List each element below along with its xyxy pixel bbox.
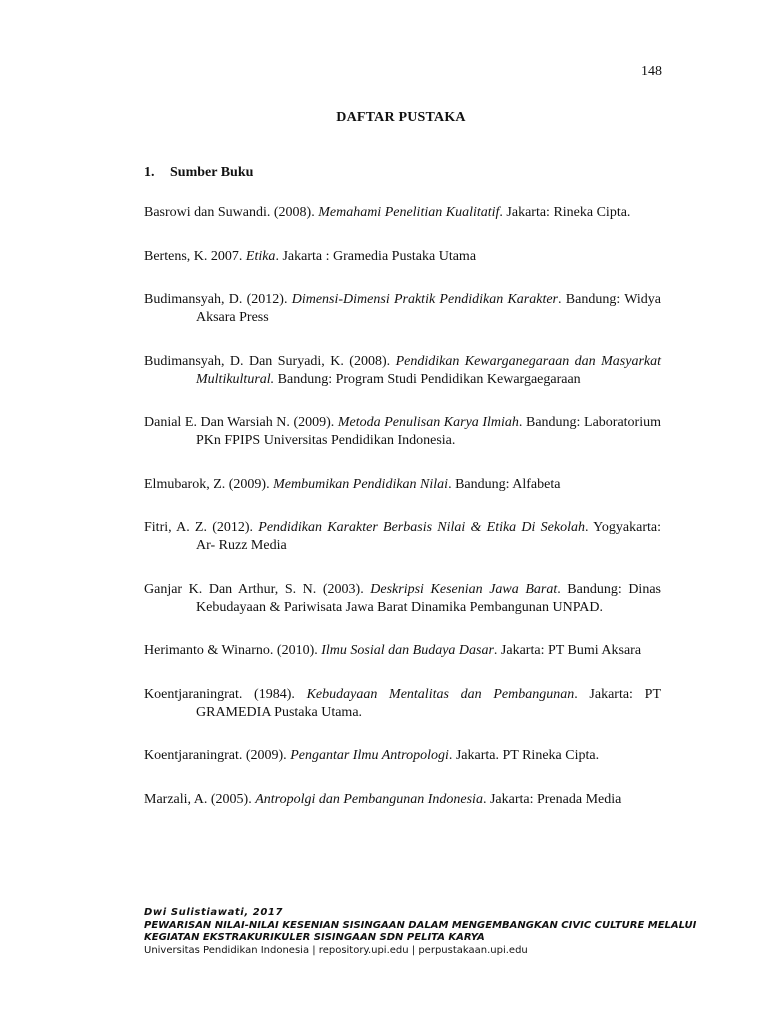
reference-book-title: Deskripsi Kesenian Jawa Barat bbox=[370, 581, 558, 597]
section-title: Sumber Buku bbox=[170, 165, 254, 180]
reference-book-title: Memahami Penelitian Kualitatif bbox=[318, 205, 500, 220]
reference-publisher: . Jakarta: Rineka Cipta. bbox=[499, 205, 631, 220]
reference-author-year: Basrowi dan Suwandi. (2008). bbox=[144, 205, 319, 220]
reference-item bbox=[144, 642, 661, 660]
reference-item bbox=[144, 248, 661, 266]
reference-book-title: Ilmu Sosial dan Budaya Dasar bbox=[321, 643, 494, 658]
reference-item bbox=[144, 581, 661, 617]
reference-author-year: Koentjaraningrat. (2009). bbox=[144, 748, 291, 763]
reference-book-title: Metoda Penulisan Karya Ilmiah bbox=[337, 415, 519, 430]
reference-publisher: . Jakarta. PT Rineka Cipta. bbox=[448, 748, 600, 763]
reference-item bbox=[144, 519, 661, 555]
reference-author-year: Fitri, A. Z. (2012). bbox=[144, 520, 259, 535]
reference-item bbox=[144, 747, 661, 765]
reference-publisher: . Jakarta: PT GRAMEDIA Pustaka Utama. bbox=[196, 686, 661, 720]
reference-publisher: . Bandung: Alfabeta bbox=[448, 476, 561, 492]
reference-author-year: Herimanto & Winarno. (2010). bbox=[144, 643, 322, 658]
reference-item bbox=[144, 414, 661, 450]
reference-book-title: Kebudayaan Mentalitas dan Pembangunan bbox=[306, 686, 575, 702]
reference-item bbox=[144, 476, 661, 494]
reference-author-year: Ganjar K. Dan Arthur, S. N. (2003). bbox=[144, 581, 371, 597]
reference-list bbox=[144, 204, 661, 834]
reference-author-year: Budimansyah, D. (2012). bbox=[144, 292, 292, 307]
reference-book-title: Pendidikan Kewarganegaraan dan Masyarkat Multikultural. bbox=[196, 353, 661, 387]
footer-author: Dwi Sulistiawati, 2017 bbox=[144, 907, 284, 918]
reference-item bbox=[144, 204, 661, 222]
reference-author-year: Budimansyah, D. Dan Suryadi, K. (2008). bbox=[144, 353, 396, 369]
section-number: 1. bbox=[144, 165, 155, 180]
reference-book-title: Antropolgi dan Pembangunan Indonesia bbox=[255, 791, 483, 807]
reference-publisher: . Yogyakarta: Ar- Ruzz Media bbox=[196, 520, 661, 553]
reference-publisher: . Bandung: Laboratorium PKn FPIPS Universitas Pendidikan Indonesia. bbox=[196, 415, 661, 448]
reference-book-title: Dimensi-Dimensi Praktik Pendidikan Karakter bbox=[291, 292, 559, 307]
section-heading bbox=[144, 165, 253, 181]
reference-publisher: . Bandung: Dinas Kebudayaan & Pariwisata Jawa Barat Dinamika Pembangunan UNPAD. bbox=[196, 581, 661, 615]
reference-publisher: . Jakarta: Prenada Media bbox=[482, 791, 622, 807]
reference-book-title: Pengantar Ilmu Antropologi bbox=[290, 748, 449, 763]
reference-author-year: Elmubarok, Z. (2009). bbox=[144, 476, 274, 492]
reference-publisher: . Bandung: Widya Aksara Press bbox=[196, 292, 661, 325]
reference-author-year: Marzali, A. (2005). bbox=[144, 791, 256, 807]
reference-publisher: Bandung: Program Studi Pendidikan Kewargaegaraan bbox=[274, 371, 581, 387]
reference-author-year: Danial E. Dan Warsiah N. (2009). bbox=[144, 415, 338, 430]
footer-title-line-1: PEWARISAN NILAI-NILAI KESENIAN SISINGAAN DALAM MENGEMBANGKAN CIVIC CULTURE MELALUI bbox=[144, 919, 697, 931]
page-title: DAFTAR PUSTAKA bbox=[336, 110, 466, 125]
reference-book-title: Pendidikan Karakter Berbasis Nilai & Etika Di Sekolah bbox=[258, 520, 585, 535]
page-number: 148 bbox=[641, 64, 662, 79]
reference-book-title: Membumikan Pendidikan Nilai bbox=[273, 476, 449, 492]
footer-institution: Universitas Pendidikan Indonesia | repository.upi.edu | perpustakaan.upi.edu bbox=[144, 944, 528, 956]
reference-item bbox=[144, 791, 661, 809]
reference-author-year: Bertens, K. 2007. bbox=[144, 248, 246, 264]
reference-publisher: . Jakarta: PT Bumi Aksara bbox=[493, 643, 642, 658]
footer-title-line-2: KEGIATAN EKSTRAKURIKULER SISINGAAN SDN PELITA KARYA bbox=[144, 932, 485, 943]
reference-item bbox=[144, 291, 661, 327]
reference-item bbox=[144, 686, 661, 722]
reference-author-year: Koentjaraningrat. (1984). bbox=[144, 686, 307, 702]
reference-book-title: Etika bbox=[245, 248, 276, 264]
page-footer bbox=[144, 907, 704, 957]
reference-item bbox=[144, 353, 661, 389]
reference-publisher: . Jakarta : Gramedia Pustaka Utama bbox=[275, 248, 477, 264]
